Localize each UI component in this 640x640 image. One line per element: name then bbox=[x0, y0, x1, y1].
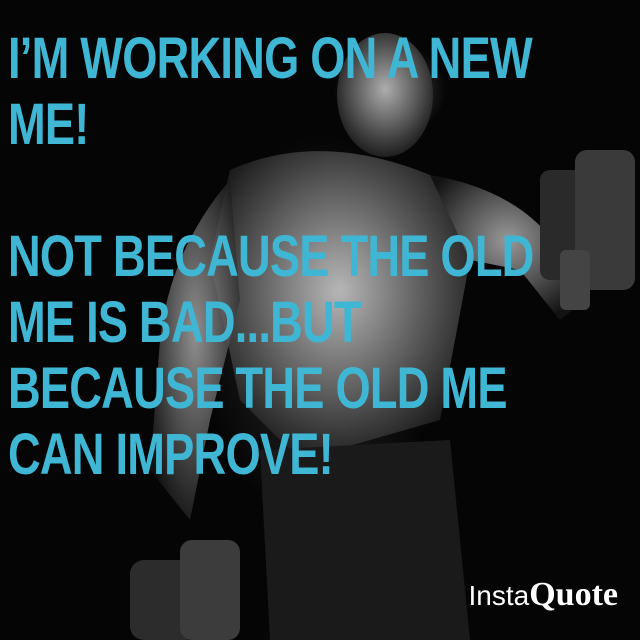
watermark-suffix: Quote bbox=[529, 576, 618, 613]
motivational-quote bbox=[8, 26, 534, 488]
quote-line: NOT BECAUSE THE OLD bbox=[8, 224, 534, 289]
quote-line: BECAUSE THE OLD ME bbox=[8, 356, 507, 421]
quote-gap bbox=[8, 158, 495, 224]
quote-line: ME! bbox=[8, 92, 89, 157]
quote-line: CAN IMPROVE! bbox=[8, 422, 333, 487]
watermark-prefix: Insta bbox=[468, 580, 530, 611]
left-dumbbell bbox=[130, 540, 240, 640]
quote-line: ME IS BAD...BUT bbox=[8, 290, 361, 355]
instaquote-watermark bbox=[469, 576, 618, 614]
quote-line: I’M WORKING ON A NEW bbox=[8, 26, 532, 91]
